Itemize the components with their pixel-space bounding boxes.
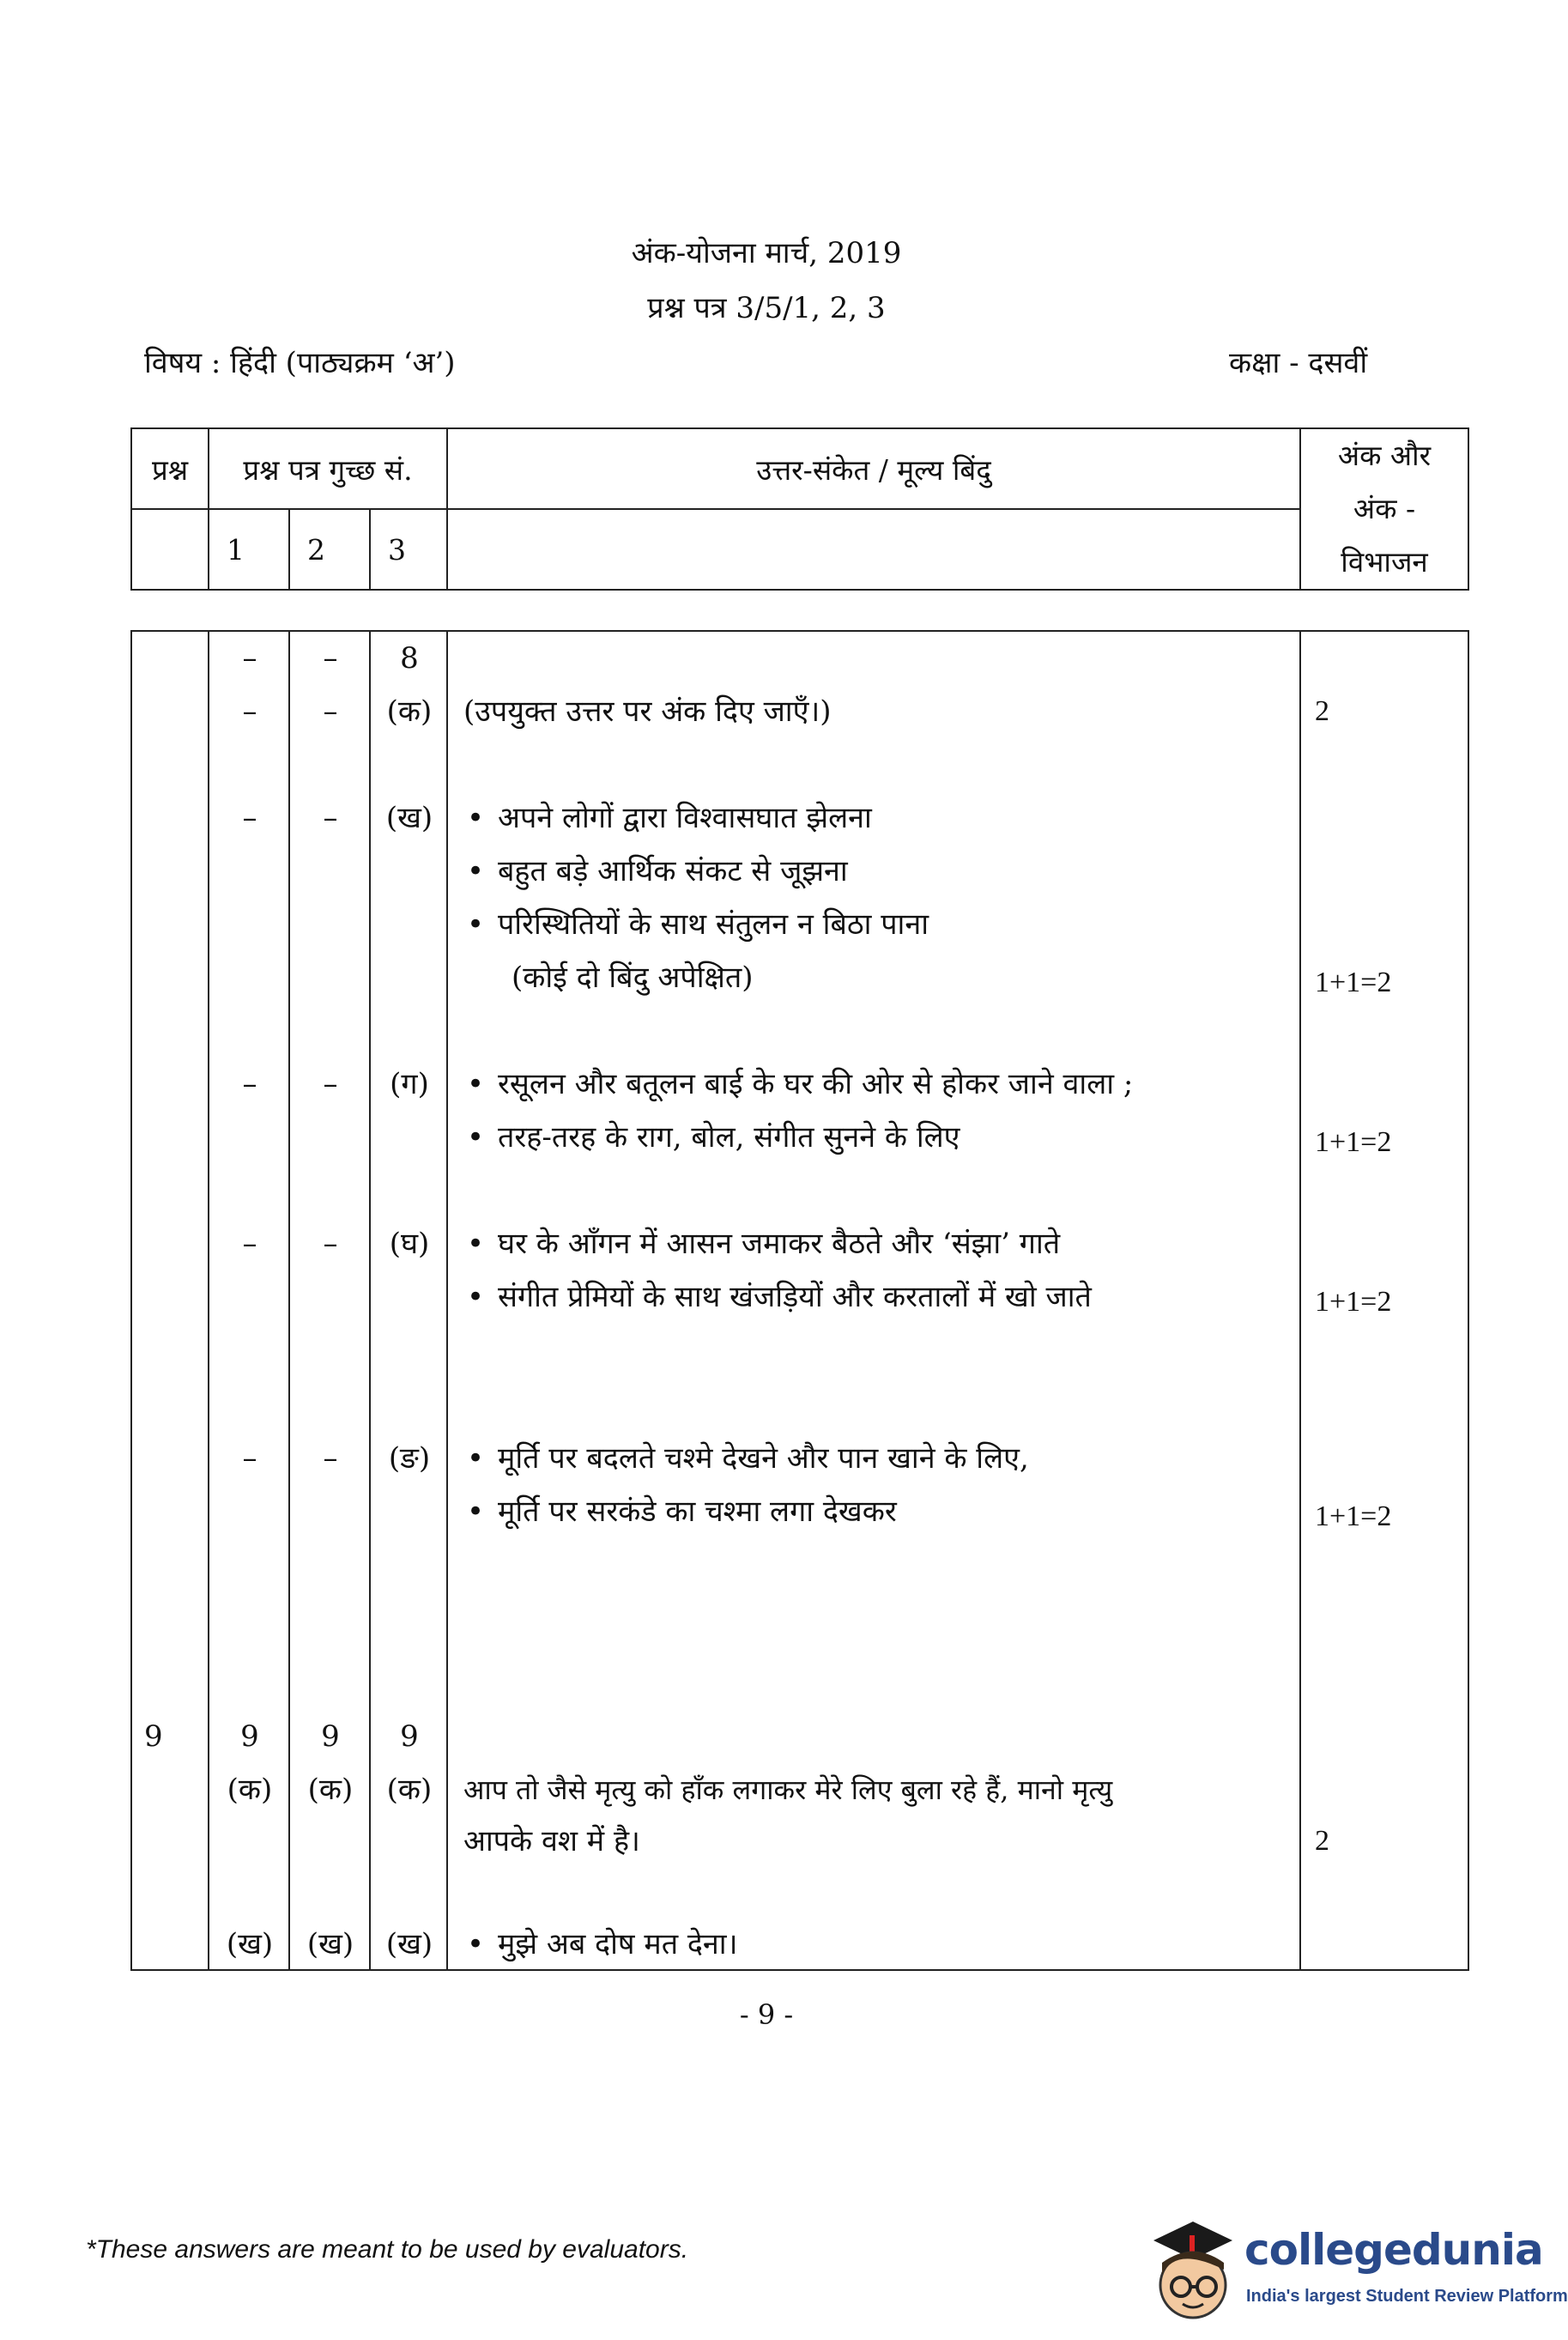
logo-tagline: India's largest Student Review Platform <box>1246 2287 1568 2306</box>
evaluator-note: *These answers are meant to be used by evaluators. <box>86 2235 689 2264</box>
header-marks <box>1300 428 1468 590</box>
bullet-icon: • <box>466 1441 485 1476</box>
bullet-icon: • <box>466 854 485 888</box>
r2-b1: अपने लोगों द्वारा विश्वासघात झेलना <box>498 801 872 835</box>
r7-line1: आप तो जैसे मृत्यु को हाँक लगाकर मेरे लिए बुला रहे हैं, मानो मृत्यु <box>463 1773 1113 1806</box>
r1-s2: – <box>323 694 338 729</box>
r3-s1: – <box>242 1067 257 1101</box>
r7-line2: आपके वश में है। <box>463 1824 640 1858</box>
r2-marks: 1+1=2 <box>1315 967 1392 998</box>
r5-bullet-2 <box>453 1485 897 1538</box>
r5-bullet-1 <box>453 1432 1029 1485</box>
r2-s3: (ख) <box>385 801 433 835</box>
logo-wordmark: collegedunia <box>1244 2225 1543 2275</box>
r4-bullet-2 <box>453 1270 1092 1324</box>
r1-marks: 2 <box>1315 695 1329 727</box>
subject-label: विषय : हिंदी (पाठ्यक्रम ‘अ’) <box>144 346 456 380</box>
r6-s2: 9 <box>321 1719 340 1754</box>
r3-bullet-2 <box>453 1111 960 1164</box>
r1-s1: – <box>242 694 257 729</box>
mascot-icon <box>1141 2215 1241 2335</box>
collegedunia-logo <box>1141 2215 1568 2340</box>
header-answer-blank <box>447 509 1300 590</box>
r3-b1: रसूलन और बतूलन बाई के घर की ओर से होकर जाने वाला ; <box>498 1067 1134 1101</box>
r4-marks: 1+1=2 <box>1315 1286 1392 1318</box>
r7-marks: 2 <box>1315 1825 1329 1857</box>
header-set-1: 1 <box>209 509 289 590</box>
r5-s1: – <box>242 1441 257 1476</box>
r8-bullet-1 <box>453 1918 738 1971</box>
marking-scheme-header-table <box>130 427 1469 591</box>
r5-s3: (ङ) <box>388 1441 431 1476</box>
r2-bullet-1 <box>453 791 872 845</box>
r7-s3: (क) <box>386 1773 433 1807</box>
r8-s2: (ख) <box>306 1927 354 1961</box>
r3-b2: तरह-तरह के राग, बोल, संगीत सुनने के लिए <box>498 1120 960 1155</box>
bullet-icon: • <box>466 1494 485 1529</box>
r4-s1: – <box>242 1227 257 1261</box>
r5-s2: – <box>323 1441 338 1476</box>
r2-s1: – <box>242 801 257 835</box>
r2-note: (कोई दो बिंदु अपेक्षित) <box>512 961 754 995</box>
r5-b1: मूर्ति पर बदलते चश्मे देखने और पान खाने के लिए, <box>498 1441 1029 1476</box>
r1-answer: (उपयुक्त उत्तर पर अंक दिए जाएँ।) <box>463 694 832 729</box>
bullet-icon: • <box>466 1280 485 1314</box>
r3-s2: – <box>323 1067 338 1101</box>
header-answer-hints: उत्तर-संकेत / मूल्य बिंदु <box>447 428 1300 509</box>
r2-bullet-3 <box>453 898 929 951</box>
bullet-icon: • <box>466 1067 485 1101</box>
r0-s2: – <box>323 641 338 676</box>
r5-marks: 1+1=2 <box>1315 1500 1392 1532</box>
r6-s1: 9 <box>240 1719 259 1754</box>
paper-code: प्रश्न पत्र 3/5/1, 2, 3 <box>647 291 886 325</box>
r7-s2: (क) <box>307 1773 354 1807</box>
bullet-icon: • <box>466 907 485 942</box>
r4-s2: – <box>323 1227 338 1261</box>
page-number: - 9 - <box>739 1998 794 2031</box>
header-set-2: 2 <box>289 509 370 590</box>
bullet-icon: • <box>466 1120 485 1155</box>
r4-bullet-1 <box>453 1217 1060 1270</box>
header-question: प्रश्न <box>131 428 209 509</box>
document-title: अंक-योजना मार्च, 2019 <box>631 236 902 270</box>
header-set-3: 3 <box>370 509 447 590</box>
r8-s3: (ख) <box>385 1927 433 1961</box>
r1-s3: (क) <box>386 694 433 729</box>
class-label: कक्षा - दसवीं <box>1229 346 1368 380</box>
r4-b1: घर के आँगन में आसन जमाकर बैठते और ‘संझा’ गाते <box>498 1227 1061 1261</box>
bullet-icon: • <box>466 1927 485 1961</box>
r5-b2: मूर्ति पर सरकंडे का चश्मा लगा देखकर <box>498 1494 897 1529</box>
r0-s3: 8 <box>400 641 419 676</box>
r4-s3: (घ) <box>389 1227 430 1261</box>
header-marks-line2: अंक - <box>1353 492 1416 525</box>
r4-b2: संगीत प्रेमियों के साथ खंजड़ियों और करतालों में खो जाते <box>498 1280 1092 1314</box>
question-number: 9 <box>144 1719 163 1754</box>
r0-s1: – <box>242 641 257 676</box>
r6-s3: 9 <box>400 1719 419 1754</box>
r8-s1: (ख) <box>226 1927 274 1961</box>
header-question-blank <box>131 509 209 590</box>
bullet-icon: • <box>466 801 485 835</box>
r2-b3: परिस्थितियों के साथ संतुलन न बिठा पाना <box>498 907 929 942</box>
bullet-icon: • <box>466 1227 485 1261</box>
r7-s1: (क) <box>227 1773 273 1807</box>
r3-marks: 1+1=2 <box>1315 1126 1392 1158</box>
r8-b1: मुझे अब दोष मत देना। <box>498 1927 738 1961</box>
r3-bullet-1 <box>453 1058 1133 1111</box>
r2-b2: बहुत बड़े आर्थिक संकट से जूझना <box>498 854 848 888</box>
body-col-question <box>131 631 209 1970</box>
r2-s2: – <box>323 801 338 835</box>
header-set-number: प्रश्न पत्र गुच्छ सं. <box>209 428 447 509</box>
r2-bullet-2 <box>453 845 848 898</box>
header-marks-line1: अंक और <box>1337 439 1432 472</box>
r3-s3: (ग) <box>390 1067 429 1101</box>
header-marks-line3: विभाजन <box>1341 545 1428 579</box>
